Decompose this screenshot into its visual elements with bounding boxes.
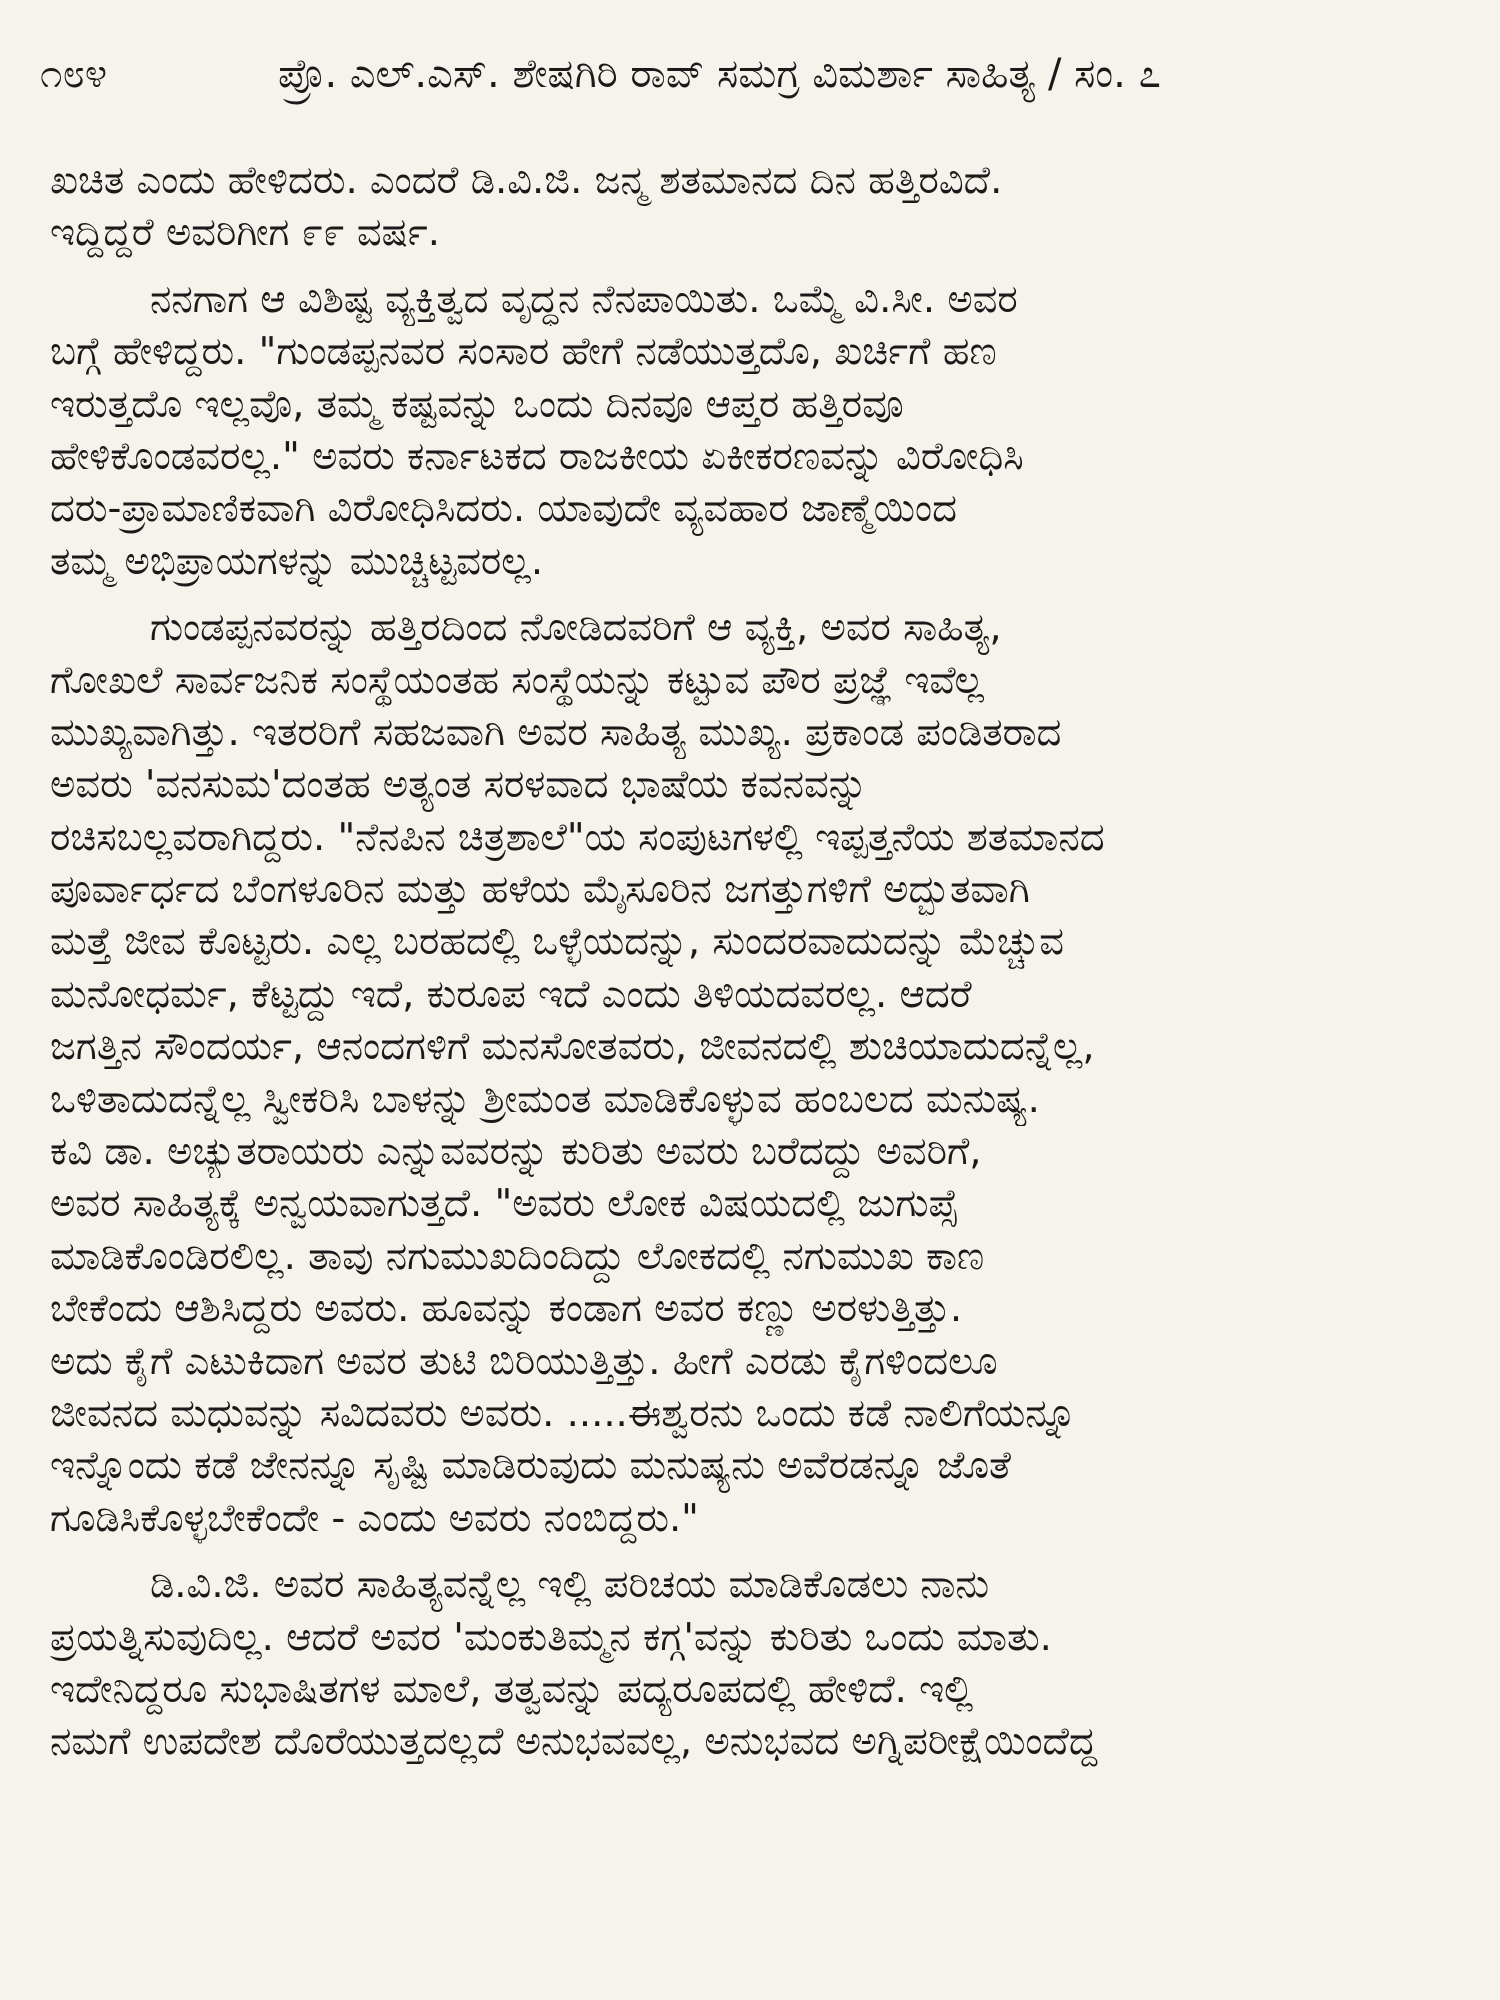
paragraph [50,274,1450,588]
text-line: ಜಗತ್ತಿನ ಸೌಂದರ್ಯ, ಆನಂದಗಳಿಗೆ ಮನಸೋತವರು, ಜೀವನದಲ್ಲಿ ಶುಚಿಯಾದುದನ್ನೆಲ್ಲ, [50,1024,1095,1070]
text-line: ಅವರ ಸಾಹಿತ್ಯಕ್ಕೆ ಅನ್ವಯವಾಗುತ್ತದೆ. "ಅವರು ಲೋಕ ವಿಷಯದಲ್ಲಿ ಜುಗುಪ್ಸೆ [50,1181,959,1227]
text-line: ದರು-ಪ್ರಾಮಾಣಿಕವಾಗಿ ವಿರೋಧಿಸಿದರು. ಯಾವುದೇ ವ್ಯವಹಾರ ಜಾಣ್ಮೆಯಿಂದ [50,486,957,532]
paragraph [50,1559,1450,1769]
text-line: ಕವಿ ಡಾ. ಅಚ್ಯುತರಾಯರು ಎನ್ನುವವರನ್ನು ಕುರಿತು ಅವರು ಬರೆದದ್ದು ಅವರಿಗೆ, [50,1129,982,1175]
text-line: ಮನೋಧರ್ಮ, ಕೆಟ್ಟದ್ದು ಇದೆ, ಕುರೂಪ ಇದೆ ಎಂದು ತಿಳಿಯದವರಲ್ಲ. ಆದರೆ [50,971,972,1017]
text-line: ಪೂರ್ವಾರ್ಧದ ಬೆಂಗಳೂರಿನ ಮತ್ತು ಹಳೆಯ ಮೈಸೂರಿನ ಜಗತ್ತುಗಳಿಗೆ ಅದ್ಭುತವಾಗಿ [50,867,1030,913]
text-line: ಬಗ್ಗೆ ಹೇಳಿದ್ದರು. "ಗುಂಡಪ್ಪನವರ ಸಂಸಾರ ಹೇಗೆ ನಡೆಯುತ್ತದೊ, ಖರ್ಚಿಗೆ ಹಣ [50,329,997,375]
text-line: ಗೋಖಲೆ ಸಾರ್ವಜನಿಕ ಸಂಸ್ಥೆಯಂತಹ ಸಂಸ್ಥೆಯನ್ನು ಕಟ್ಟುವ ಪೌರ ಪ್ರಜ್ಞೆ ಇವೆಲ್ಲ [50,657,984,703]
text-line: ಇದ್ದಿದ್ದರೆ ಅವರಿಗೀಗ ೯೯ ವರ್ಷ. [50,210,440,256]
text-line: ತಮ್ಮ ಅಭಿಪ್ರಾಯಗಳನ್ನು ಮುಚ್ಚಿಟ್ಟವರಲ್ಲ. [50,538,544,584]
paragraph [50,602,1450,1545]
text-line: ನನಗಾಗ ಆ ವಿಶಿಷ್ಟ ವ್ಯಕ್ತಿತ್ವದ ವೃದ್ಧನ ನೆನಪಾಯಿತು. ಒಮ್ಮೆ ವಿ.ಸೀ. ಅವರ [150,276,1018,322]
text-line: ಹೇಳಿಕೊಂಡವರಲ್ಲ." ಅವರು ಕರ್ನಾಟಕದ ರಾಜಕೀಯ ಏಕೀಕರಣವನ್ನು ವಿರೋಧಿಸಿ [50,433,1024,479]
text-line: ಮತ್ತೆ ಜೀವ ಕೊಟ್ಟರು. ಎಲ್ಲ ಬರಹದಲ್ಲಿ ಒಳ್ಳೆಯದನ್ನು, ಸುಂದರವಾದುದನ್ನು ಮೆಚ್ಚುವ [50,919,1064,965]
text-line: ಮುಖ್ಯವಾಗಿತ್ತು. ಇತರರಿಗೆ ಸಹಜವಾಗಿ ಅವರ ಸಾಹಿತ್ಯ ಮುಖ್ಯ. ಪ್ರಕಾಂಡ ಪಂಡಿತರಾದ [50,709,1062,755]
text-line: ಗೂಡಿಸಿಕೊಳ್ಳಬೇಕೆಂದೇ - ಎಂದು ಅವರು ನಂಬಿದ್ದರು." [50,1495,699,1541]
text-line: ಜೀವನದ ಮಧುವನ್ನು ಸವಿದವರು ಅವರು. .....ಈಶ್ವರನು ಒಂದು ಕಡೆ ನಾಲಿಗೆಯನ್ನೂ [50,1390,1077,1436]
text-line: ಬೇಕೆಂದು ಆಶಿಸಿದ್ದರು ಅವರು. ಹೂವನ್ನು ಕಂಡಾಗ ಅವರ ಕಣ್ಣು ಅರಳುತ್ತಿತ್ತು. [50,1286,963,1332]
text-line: ಅವರು 'ವನಸುಮ'ದಂತಹ ಅತ್ಯಂತ ಸರಳವಾದ ಭಾಷೆಯ ಕವನವನ್ನು [50,762,868,808]
text-line: ಡಿ.ವಿ.ಜಿ. ಅವರ ಸಾಹಿತ್ಯವನ್ನೆಲ್ಲ ಇಲ್ಲಿ ಪರಿಚಯ ಮಾಡಿಕೊಡಲು ನಾನು [150,1562,990,1608]
text-line: ರಚಿಸಬಲ್ಲವರಾಗಿದ್ದರು. "ನೆನಪಿನ ಚಿತ್ರಶಾಲೆ"ಯ ಸಂಪುಟಗಳಲ್ಲಿ ಇಪ್ಪತ್ತನೆಯ ಶತಮಾನದ [50,814,1105,860]
text-line: ನಮಗೆ ಉಪದೇಶ ದೊರೆಯುತ್ತದಲ್ಲದೆ ಅನುಭವವಲ್ಲ, ಅನುಭವದ ಅಗ್ನಿಪರೀಕ್ಷೆಯಿಂದೆದ್ದ [50,1719,1098,1765]
text-line: ಮಾಡಿಕೊಂಡಿರಲಿಲ್ಲ. ತಾವು ನಗುಮುಖದಿಂದಿದ್ದು ಲೋಕದಲ್ಲಿ ನಗುಮುಖ ಕಾಣ [50,1233,985,1279]
text-line: ಇನ್ನೊಂದು ಕಡೆ ಜೇನನ್ನೂ ಸೃಷ್ಟಿ ಮಾಡಿರುವುದು ಮನುಷ್ಯನು ಅವೆರಡನ್ನೂ ಜೊತೆ [50,1443,1011,1489]
text-line: ಒಳಿತಾದುದನ್ನೆಲ್ಲ ಸ್ವೀಕರಿಸಿ ಬಾಳನ್ನು ಶ್ರೀಮಂತ ಮಾಡಿಕೊಳ್ಳುವ ಹಂಬಲದ ಮನುಷ್ಯ. [50,1076,1040,1122]
text-line: ಪ್ರಯತ್ನಿಸುವುದಿಲ್ಲ. ಆದರೆ ಅವರ 'ಮಂಕುತಿಮ್ಮನ ಕಗ್ಗ'ವನ್ನು ಕುರಿತು ಒಂದು ಮಾತು. [50,1614,1052,1660]
text-line: ಖಚಿತ ಎಂದು ಹೇಳಿದರು. ಎಂದರೆ ಡಿ.ವಿ.ಜಿ. ಜನ್ಮ ಶತಮಾನದ ದಿನ ಹತ್ತಿರವಿದೆ. [50,158,1003,203]
paragraph [50,155,1450,260]
page-number: ೧೮೪ [40,51,108,97]
text-line: ಅದು ಕೈಗೆ ಎಟುಕಿದಾಗ ಅವರ ತುಟಿ ಬಿರಿಯುತ್ತಿತ್ತು. ಹೀಗೆ ಎರಡು ಕೈಗಳಿಂದಲೂ [50,1338,998,1384]
running-title: ಪ್ರೊ. ಎಲ್.ಎಸ್. ಶೇಷಗಿರಿ ರಾವ್ ಸಮಗ್ರ ವಿಮರ್ಶಾ ಸಾಹಿತ್ಯ / ಸಂ. ೭ [278,51,1161,97]
body-text [50,155,1450,1783]
text-line: ಇದೇನಿದ್ದರೂ ಸುಭಾಷಿತಗಳ ಮಾಲೆ, ತತ್ವವನ್ನು ಪದ್ಯರೂಪದಲ್ಲಿ ಹೇಳಿದೆ. ಇಲ್ಲಿ [50,1666,974,1712]
page-header [40,44,1460,104]
text-line: ಇರುತ್ತದೊ ಇಲ್ಲವೊ, ತಮ್ಮ ಕಷ್ಟವನ್ನು ಒಂದು ದಿನವೂ ಆಪ್ತರ ಹತ್ತಿರವೂ [50,381,904,427]
text-line: ಗುಂಡಪ್ಪನವರನ್ನು ಹತ್ತಿರದಿಂದ ನೋಡಿದವರಿಗೆ ಆ ವ್ಯಕ್ತಿ, ಅವರ ಸಾಹಿತ್ಯ, [150,605,1002,651]
